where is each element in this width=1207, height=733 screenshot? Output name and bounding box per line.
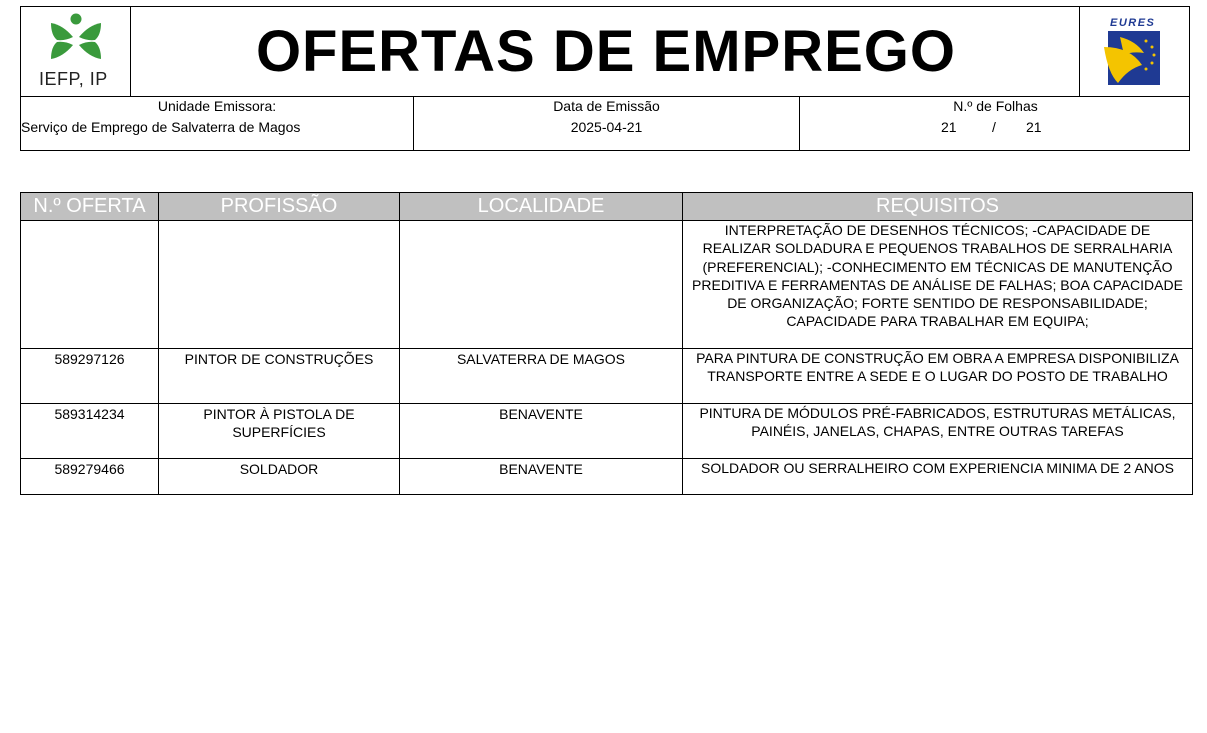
column-header-requisitos: REQUISITOS xyxy=(683,193,1193,221)
document-header xyxy=(20,6,1190,151)
cell-profissao xyxy=(159,221,400,349)
cell-oferta: 589297126 xyxy=(21,349,159,404)
unidade-emissora-label: Unidade Emissora: xyxy=(157,98,277,114)
iefp-logo xyxy=(21,7,131,96)
cell-localidade: SALVATERRA DE MAGOS xyxy=(400,349,683,404)
numero-folhas-label: N.º de Folhas xyxy=(953,98,1038,114)
offers-table xyxy=(20,192,1193,495)
cell-localidade xyxy=(400,221,683,349)
folhas-total: 21 xyxy=(1026,119,1042,135)
data-emissao-value: 2025-04-21 xyxy=(570,119,643,135)
iefp-cross-icon xyxy=(21,7,131,69)
table-row xyxy=(21,221,1193,349)
cell-profissao: PINTOR DE CONSTRUÇÕES xyxy=(159,349,400,404)
folhas-separator: / xyxy=(992,119,996,135)
header-top-row xyxy=(21,7,1189,97)
cell-localidade: BENAVENTE xyxy=(400,404,683,459)
iefp-logo-text: IEFP, IP xyxy=(39,69,108,89)
cell-oferta: 589279466 xyxy=(21,459,159,495)
table-row xyxy=(21,404,1193,459)
unidade-emissora-value: Serviço de Emprego de Salvaterra de Magos xyxy=(21,119,301,135)
table-header-row xyxy=(21,193,1193,221)
eures-logo-text: EURES xyxy=(1110,17,1156,29)
header-meta-row xyxy=(21,97,1189,151)
cell-localidade: BENAVENTE xyxy=(400,459,683,495)
column-header-oferta: N.º OFERTA xyxy=(21,193,159,221)
table-row xyxy=(21,459,1193,495)
data-emissao-label: Data de Emissão xyxy=(553,98,660,114)
numero-folhas-cell xyxy=(800,97,1191,151)
data-emissao-cell xyxy=(414,97,800,151)
column-header-localidade: LOCALIDADE xyxy=(400,193,683,221)
unidade-emissora-cell xyxy=(21,97,414,151)
eures-emblem-icon xyxy=(1080,7,1190,96)
cell-oferta: 589314234 xyxy=(21,404,159,459)
page-title: OFERTAS DE EMPREGO xyxy=(255,19,957,84)
column-header-profissao: PROFISSÃO xyxy=(159,193,400,221)
cell-requisitos: SOLDADOR OU SERRALHEIRO COM EXPERIENCIA MINIMA DE 2 ANOS xyxy=(683,459,1193,495)
cell-oferta xyxy=(21,221,159,349)
cell-requisitos: PARA PINTURA DE CONSTRUÇÃO EM OBRA A EMPRESA DISPONIBILIZA TRANSPORTE ENTRE A SEDE E O LUGAR DO POSTO DE TRABALHO xyxy=(683,349,1193,404)
cell-requisitos: INTERPRETAÇÃO DE DESENHOS TÉCNICOS; -CAPACIDADE DE REALIZAR SOLDADURA E PEQUENOS TRABALHOS DE SERRALHARIA (PREFERENCIAL); -CONHECIMENTO EM TÉCNICAS DE MANUTENÇÃO PREDITIVA E FERRAMENTAS DE ANÁLISE DE FALHAS; BOA CAPACIDADE DE ORGANIZAÇÃO; FORTE SENTIDO DE RESPONSABILIDADE; CAPACIDADE PARA TRABALHAR EM EQUIPA; xyxy=(683,221,1193,349)
cell-profissao: PINTOR À PISTOLA DE SUPERFÍCIES xyxy=(159,404,400,459)
eures-logo xyxy=(1079,7,1189,96)
folhas-current: 21 xyxy=(941,119,957,135)
cell-requisitos: PINTURA DE MÓDULOS PRÉ-FABRICADOS, ESTRUTURAS METÁLICAS, PAINÉIS, JANELAS, CHAPAS, ENTRE OUTRAS TAREFAS xyxy=(683,404,1193,459)
table-row xyxy=(21,349,1193,404)
cell-profissao: SOLDADOR xyxy=(159,459,400,495)
